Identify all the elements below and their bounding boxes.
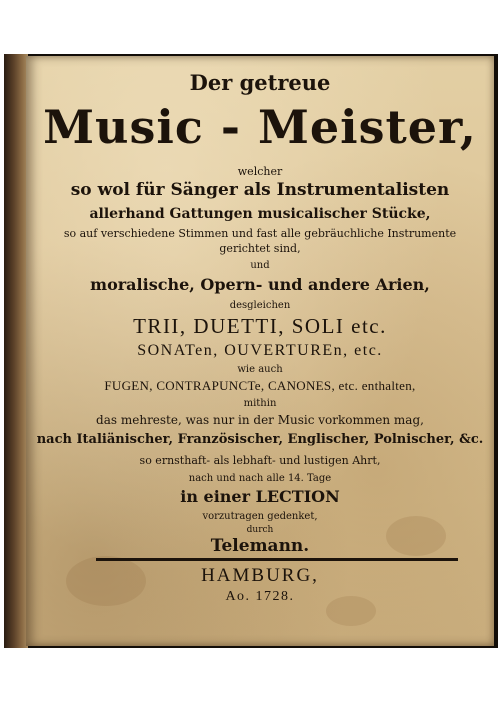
text-welcher: welcher <box>237 165 283 178</box>
text-line-stimmen: so auf verschiedene Stimmen und fast alle gebräuchliche Instrumente <box>63 227 457 240</box>
text-line-saenger: so wol für Sänger als Instrumentalisten <box>70 180 450 200</box>
text-line-ahrt: so ernsthaft- als lebhaft- und lustigen Ahrt, <box>139 454 381 467</box>
text-line-tage: nach und nach alle 14. Tage <box>188 473 332 484</box>
text-line-lection: in einer LECTION <box>180 487 340 506</box>
author-name: Telemann. <box>210 536 310 556</box>
text-line-trii-duetti: TRII, DUETTI, SOLI etc. <box>133 314 387 338</box>
text-desgleichen: desgleichen <box>229 300 291 311</box>
title-line-der-getreue: Der getreue <box>189 70 331 95</box>
text-line-sonaten: SONATen, OUVERTUREn, etc. <box>137 342 383 359</box>
text-line-fugen: FUGEN, CONTRAPUNCTe, CANONES, etc. enthalten, <box>104 378 416 393</box>
main-title: Music - Meister, <box>43 100 477 154</box>
text-und: und <box>250 260 270 271</box>
text-mithin: mithin <box>243 398 277 409</box>
title-page <box>26 56 494 646</box>
text-line-vorzutragen: vorzutragen gedenket, <box>202 511 318 522</box>
text-line-arien: moralische, Opern- und andere Arien, <box>90 275 430 294</box>
text-line-gattungen: allerhand Gattungen musicalischer Stücke, <box>89 206 431 222</box>
divider-rule <box>96 558 458 561</box>
text-line-gerichtet: gerichtet sind, <box>219 242 301 255</box>
book-binding-edge <box>4 54 28 648</box>
text-wie-auch: wie auch <box>237 364 283 375</box>
text-durch: durch <box>246 525 274 535</box>
text-line-mehreste: das mehreste, was nur in der Music vorkommen mag, <box>96 413 424 427</box>
imprint-place: HAMBURG, <box>201 565 319 586</box>
text-line-nationen: nach Italiänischer, Französischer, Englischer, Polnischer, &c. <box>36 432 484 447</box>
imprint-year: Ao. 1728. <box>225 589 295 604</box>
